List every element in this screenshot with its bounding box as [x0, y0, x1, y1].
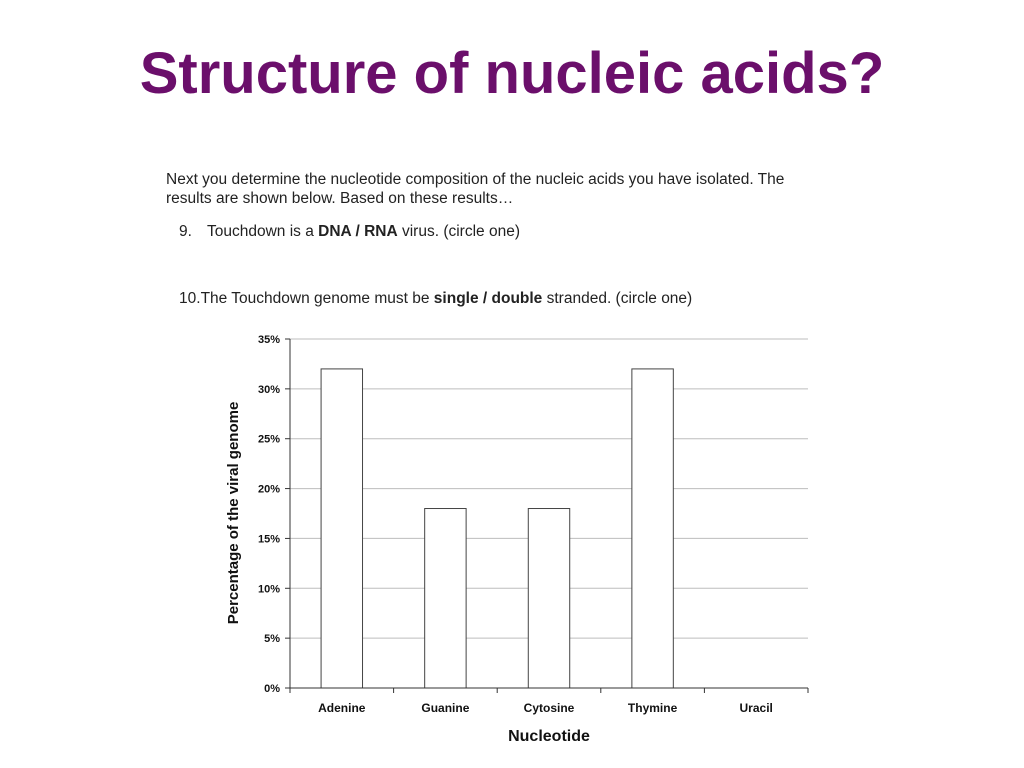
- y-tick-label: 25%: [257, 433, 280, 446]
- question-10-suffix: stranded. (circle one): [542, 290, 693, 307]
- x-tick-label: Uracil: [739, 701, 773, 715]
- question-9-suffix: virus. (circle one): [397, 223, 520, 240]
- x-axis-title: Nucleotide: [508, 728, 590, 745]
- question-9-prefix: Touchdown is a: [207, 223, 319, 240]
- question-10-choice: single / double: [433, 290, 543, 307]
- bar-adenine: [321, 369, 362, 688]
- y-tick-label: 10%: [257, 583, 280, 596]
- slide-title: Structure of nucleic acids?: [139, 41, 885, 106]
- bar-cytosine: [528, 509, 569, 688]
- y-tick-label: 0%: [264, 683, 280, 695]
- x-tick-label: Thymine: [627, 701, 678, 715]
- y-tick-label: 20%: [257, 483, 280, 496]
- y-tick-label: 15%: [257, 533, 280, 546]
- question-10-number: 10.: [179, 290, 201, 307]
- x-tick-label: Adenine: [318, 701, 366, 715]
- y-tick-label: 30%: [257, 383, 280, 396]
- bar-thymine: [632, 369, 673, 688]
- intro-line-1: Next you determine the nucleotide composition of the nucleic acids you have isolated. The: [166, 171, 785, 188]
- bars: [321, 369, 673, 688]
- x-tick-label: Cytosine: [523, 701, 575, 715]
- question-9-choice: DNA / RNA: [318, 223, 398, 240]
- question-9-number: 9.: [179, 223, 192, 240]
- bar-guanine: [425, 509, 466, 688]
- question-10-prefix: The Touchdown genome must be: [200, 290, 434, 307]
- y-tick-label: 35%: [257, 334, 280, 346]
- y-tick-label: 5%: [264, 633, 280, 646]
- intro-line-2: results are shown below. Based on these results…: [166, 190, 514, 207]
- x-tick-label: Guanine: [421, 701, 470, 715]
- y-axis-title: Percentage of the viral genome: [225, 401, 242, 625]
